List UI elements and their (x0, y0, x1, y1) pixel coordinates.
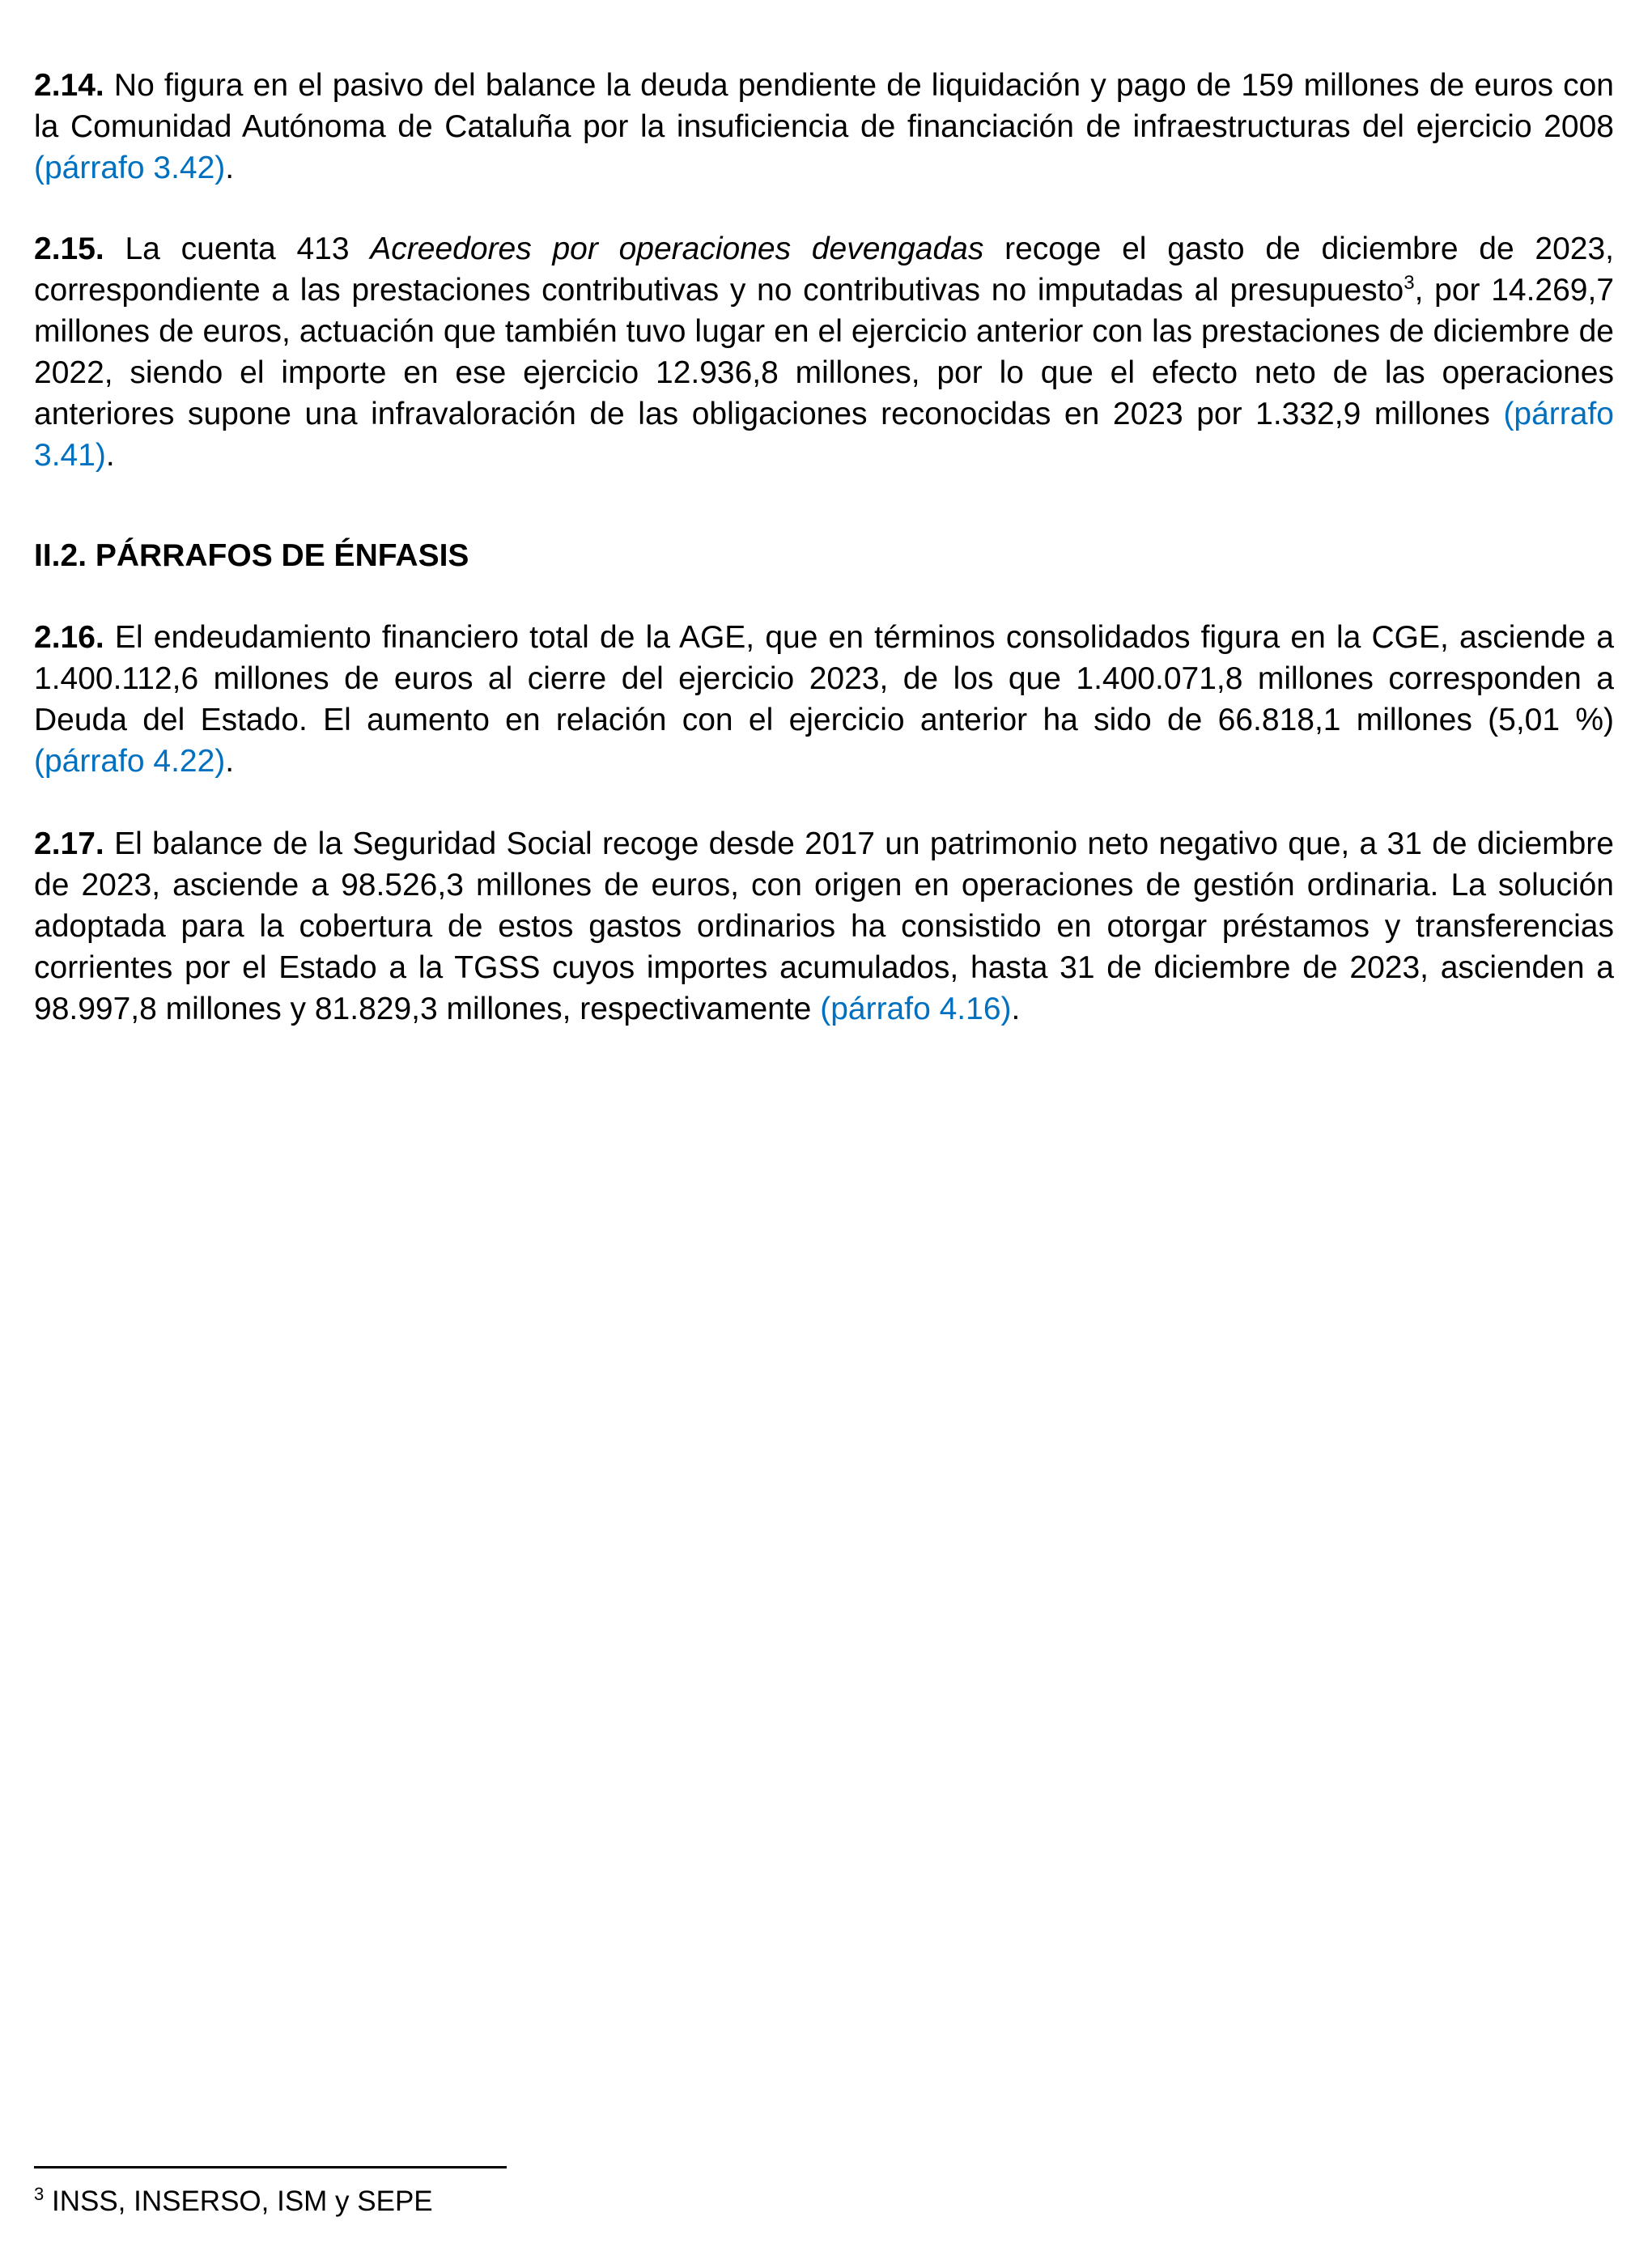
footnote-reference[interactable]: 3 (1404, 272, 1415, 294)
punctuation: . (1011, 992, 1021, 1026)
footnote-mark: 3 (34, 2184, 45, 2204)
paragraph-number: 2.15. (34, 231, 104, 266)
paragraph-text: El endeudamiento financiero total de la AGE, que en términos consolidados figura en la CGE, asciende a 1.400.112,6 millones de euros al cierre del ejercicio 2023, de los que 1.400.071,8 millones corresponden a Deuda del Estado. El aumento en relación con el ejercicio anterior ha sido de 66.818,1 millones (5,01 %) (34, 620, 1614, 737)
section-heading: II.2. PÁRRAFOS DE ÉNFASIS (34, 538, 469, 573)
paragraph-number: 2.17. (34, 826, 104, 861)
footnote-text: INSS, INSERSO, ISM y SEPE (44, 2185, 433, 2217)
punctuation: . (225, 151, 235, 185)
paragraph-text: , por 14.269,7 millones de euros, actuación que también tuvo lugar en el ejercicio anterior con las prestaciones de diciembre de 2022, siendo el importe en ese ejercicio 12.936,8 millones, por lo que el efecto neto de las operaciones anteriores supone una infravaloración de las obligaciones reconocidas en 2023 por 1.332,9 millones (34, 273, 1615, 431)
paragraph-text: El balance de la Seguridad Social recoge desde 2017 un patrimonio neto negativo que, a 31 de diciembre de 2023, asciende a 98.526,3 millones de euros, con origen en operaciones de gestión ordinaria. La solución adoptada para la cobertura de estos gastos ordinarios ha consistido en otorgar préstamos y transferencias corrientes por el Estado a la TGSS cuyos importes acumulados, hasta 31 de diciembre de 2023, ascienden a 98.997,8 millones y 81.829,3 millones, respectivamente (34, 826, 1614, 1026)
cross-reference-link[interactable]: (párrafo 4.22) (34, 744, 226, 779)
paragraph-text: recoge el gasto de diciembre de 2023, correspondiente a las prestaciones contributivas y no contributivas no imputadas al presupuesto (34, 231, 1615, 308)
paragraph-number: 2.14. (34, 68, 104, 103)
paragraph-number: 2.16. (34, 620, 104, 655)
paragraph-2-16 (34, 617, 1614, 782)
paragraph-2-14 (34, 65, 1614, 189)
cross-reference-link[interactable]: (párrafo 4.16) (820, 992, 1012, 1026)
footnote (34, 2184, 433, 2219)
account-name-italic: Acreedores por operaciones devengadas (370, 231, 984, 266)
cross-reference-link[interactable]: (párrafo 3.41) (34, 397, 1614, 473)
paragraph-text: No figura en el pasivo del balance la deuda pendiente de liquidación y pago de 159 millones de euros con la Comunidad Autónoma de Cataluña por la insuficiencia de financiación de infraestructuras del ejercicio 2008 (34, 68, 1614, 144)
punctuation: . (105, 438, 115, 473)
paragraph-2-15 (34, 228, 1614, 476)
paragraph-text: La cuenta 413 (104, 231, 371, 266)
paragraph-2-17 (34, 823, 1614, 1030)
footnote-separator (34, 2166, 507, 2168)
cross-reference-link[interactable]: (párrafo 3.42) (34, 151, 226, 185)
punctuation: . (225, 744, 235, 779)
